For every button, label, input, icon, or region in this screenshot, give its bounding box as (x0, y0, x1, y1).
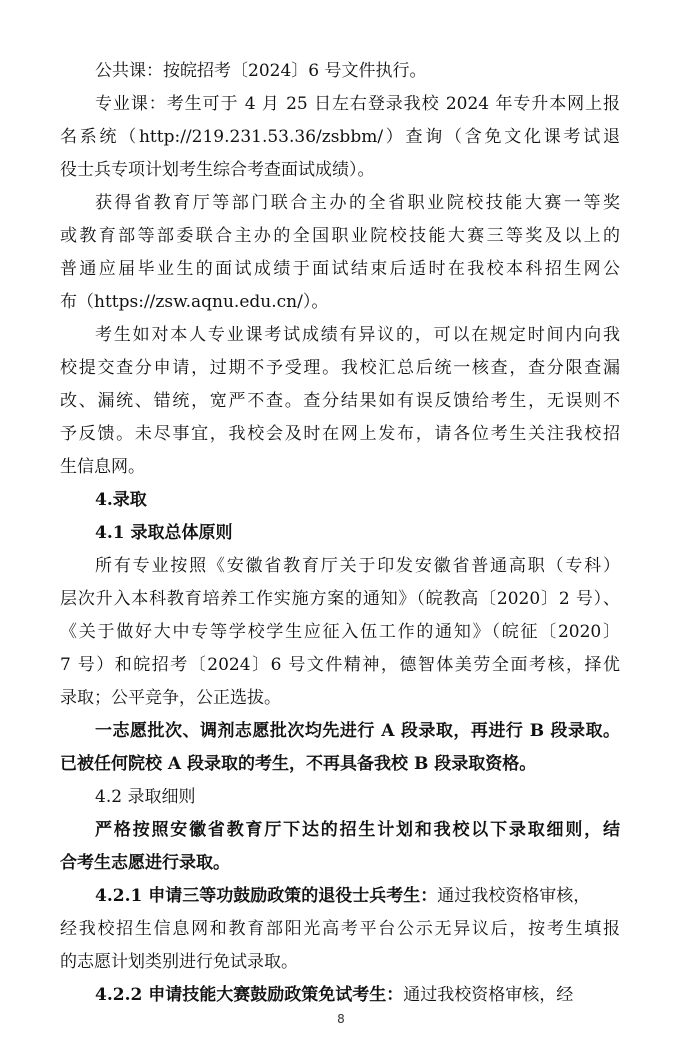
section-heading: 4.录取 (95, 490, 147, 510)
text-line: 专业课：考生可于 4 月 25 日左右登录我校 2024 年专升本网上报 (95, 94, 620, 114)
text-line: 考生如对本人专业课考试成绩有异议的，可以在规定时间内向我 (95, 325, 620, 345)
text-line: 的志愿计划类别进行免试录取。 (60, 952, 298, 972)
text-line: 所有专业按照《安徽省教育厅关于印发安徽省普通高职（专科） (95, 556, 620, 576)
text-line: 改、漏统、错统，宽严不查。查分结果如有误反馈给考生，无误则不 (60, 391, 620, 411)
text-line: 生信息网。 (60, 457, 145, 477)
text-line: 公共课：按皖招考〔2024〕6 号文件执行。 (95, 61, 427, 81)
text-line: 布（https://zsw.aqnu.edu.cn/）。 (60, 292, 329, 312)
text-line: 普通应届毕业生的面试成绩于面试结束后适时在我校本科招生网公 (60, 259, 620, 279)
rule-text: 通过我校资格审核， (437, 886, 591, 906)
text-line: 7 号）和皖招考〔2024〕6 号文件精神，德智体美劳全面考核，择优 (60, 655, 620, 675)
text-line: 《关于做好大中专等学校学生应征入伍工作的通知》（皖征〔2020〕 (60, 622, 620, 642)
subsection-heading: 4.2 录取细则 (95, 787, 196, 807)
text-line: 校提交查分申请，过期不予受理。我校汇总后统一核查，查分限查漏 (60, 358, 620, 378)
page-number: 8 (337, 1012, 345, 1026)
text-line (95, 984, 620, 1006)
rule-heading: 4.2.1 申请三等功鼓励政策的退役士兵考生： (95, 886, 438, 906)
rule-text: 通过我校资格审核，经 (403, 985, 574, 1005)
subsection-heading: 4.1 录取总体原则 (95, 523, 233, 543)
text-line: 经我校招生信息网和教育部阳光高考平台公示无异议后，按考生填报 (60, 919, 620, 939)
text-line: 获得省教育厅等部门联合主办的全省职业院校技能大赛一等奖 (95, 193, 620, 213)
text-line: 或教育部等部委联合主办的全国职业院校技能大赛三等奖及以上的 (60, 226, 620, 246)
text-line: 役士兵专项计划考生综合考查面试成绩）。 (60, 160, 375, 180)
text-line: 名系统（http://219.231.53.36/zsbbm/）查询（含免文化课考试退 (60, 127, 620, 147)
bold-text-line: 已被任何院校 A 段录取的考生，不再具备我校 B 段录取资格。 (60, 754, 537, 774)
bold-text-line: 严格按照安徽省教育厅下达的招生计划和我校以下录取细则，结 (95, 820, 620, 840)
text-line: 予反馈。未尽事宜，我校会及时在网上发布，请各位考生关注我校招 (60, 424, 620, 444)
bold-text-line: 合考生志愿进行录取。 (60, 853, 230, 873)
text-line: 录取；公平竞争，公正选拔。 (60, 688, 281, 708)
rule-heading: 4.2.2 申请技能大赛鼓励政策免试考生： (95, 985, 404, 1005)
text-line (95, 885, 620, 907)
text-line: 层次升入本科教育培养工作实施方案的通知》（皖教高〔2020〕2 号）、 (60, 589, 620, 609)
bold-text-line: 一志愿批次、调剂志愿批次均先进行 A 段录取，再进行 B 段录取。 (95, 721, 620, 741)
